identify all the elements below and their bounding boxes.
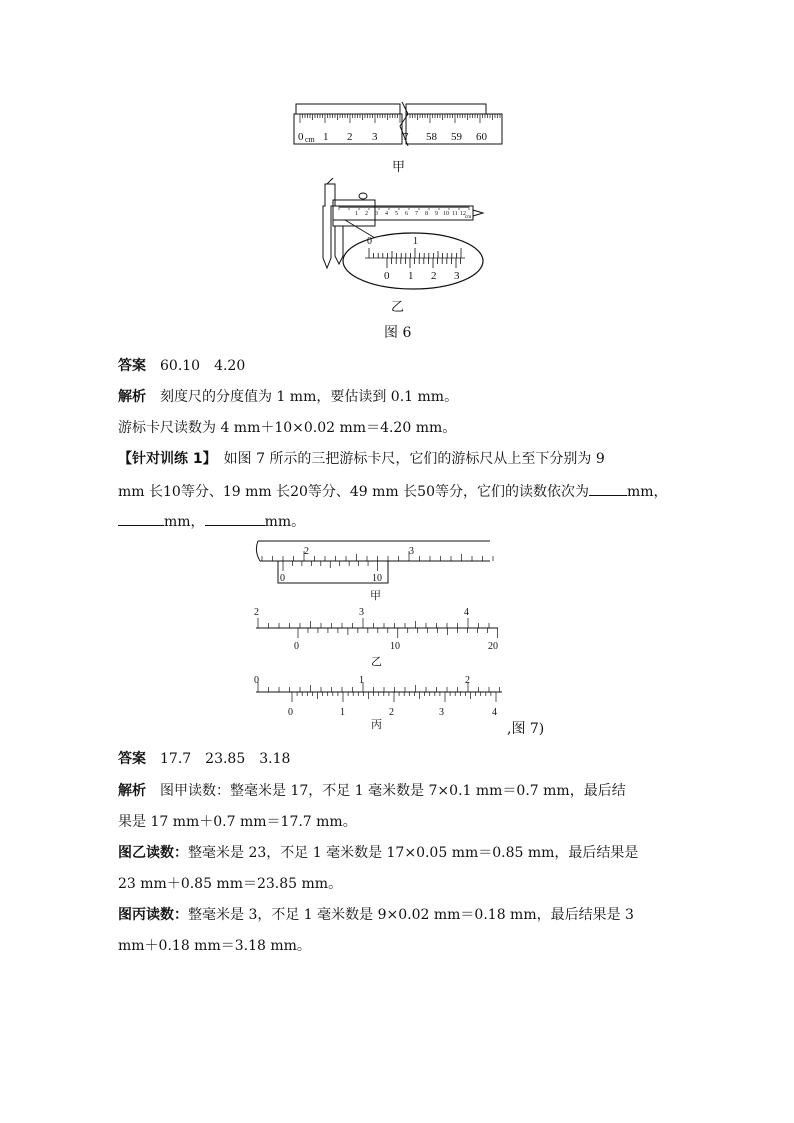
analysis2-line3: 图乙读数：整毫米是 23，不足 1 毫米数是 17×0.05 mm＝0.85 mm，最后结果是 [118,845,639,861]
figure6-caption-jia: 甲 [392,160,406,175]
jia-main-label: 3 [409,546,414,557]
ruler-label: 1 [323,131,329,143]
caliper-label: 6 [405,211,408,217]
analysis2-line4: 23 mm＋0.85 mm＝23.85 mm。 [118,876,343,892]
figure6-ruler [290,100,510,150]
figure6-label: 图 6 [384,325,412,341]
bing-vernier-label: 1 [340,707,345,718]
ruler-label: 58 [426,131,437,143]
training-line3: mm， mm。 [118,511,305,532]
zoom-vernier-label: 3 [454,270,460,282]
figure7-label: ,图 7) [507,721,545,737]
bing-main-label: 1 [359,675,364,686]
figure6-caliper [305,178,495,296]
caliper-label: 4 [385,211,388,217]
caliper-label: 10 [443,211,449,217]
yi-main-label: 2 [254,607,259,618]
answer-blank[interactable] [118,511,164,526]
analysis2-label: 解析 [118,783,146,799]
yi-vernier-label: 10 [390,641,400,652]
ruler-label: 0 [298,131,304,143]
answer-blank[interactable] [589,481,627,496]
caliper-label: 7 [415,211,418,217]
zoom-vernier-label: 1 [408,270,414,282]
analysis2-line2: 果是 17 mm＋0.7 mm＝17.7 mm。 [118,814,357,830]
bing-caption: 丙 [371,719,382,730]
yi-main-label: 3 [359,607,364,618]
analysis2-line6: mm＋0.18 mm＝3.18 mm。 [118,938,311,954]
zoom-vernier-label: 0 [384,270,390,282]
bing-main-label: 0 [254,675,259,686]
answer1-text: 60.10 4.20 [160,358,246,374]
jia-main-label: 2 [304,546,309,557]
answer-blank[interactable] [205,511,265,526]
analysis2-line5: 图丙读数：整毫米是 3，不足 1 毫米数是 9×0.02 mm＝0.18 mm，最后结果是 3 [118,907,634,923]
analysis1-line1 [118,387,458,407]
zoom-vernier-label: 2 [431,270,437,282]
caliper-label: 1 [355,211,358,217]
jia-vernier-label: 0 [280,573,285,584]
jia-caption: 甲 [370,590,381,602]
ruler-label: 7 [403,131,409,143]
zoom-main-label: 1 [413,236,418,247]
answer1-label: 答案 [118,358,146,374]
training-text1: 如图 7 所示的三把游标卡尺，它们的游标尺从上至下分别为 9 [223,451,605,467]
caliper-label: 11 [452,211,458,217]
training-line1 [118,449,605,469]
answer2-label: 答案 [118,751,146,767]
caliper-label: 12 [460,211,466,217]
bing-main-label: 2 [465,675,470,686]
answer1-line [118,356,245,376]
yi-vernier-label: 0 [294,641,299,652]
caliper-label: 2 [365,211,368,217]
ruler-label: 59 [451,131,462,143]
training-text2: mm 长10等分、19 mm 长20等分、49 mm 长50等分，它们的读数依次为 [118,484,589,500]
figure6-caption-yi: 乙 [391,300,405,315]
yi-caption: 乙 [371,656,382,668]
yi-vernier-label: 20 [488,641,498,652]
ruler-label: 3 [372,131,378,143]
answer2-text: 17.7 23.85 3.18 [160,751,291,767]
caliper-label: cm [465,215,472,220]
analysis1-line2: 游标卡尺读数为 4 mm＋10×0.02 mm＝4.20 mm。 [118,420,457,436]
bing-vernier-label: 3 [439,707,444,718]
caliper-label: 5 [395,211,398,217]
training-title: 【针对训练 1】 [118,451,210,467]
jia-vernier-label: 10 [372,573,382,584]
ruler-label: 2 [347,131,353,143]
caliper-label: 9 [435,211,438,217]
bing-vernier-label: 0 [288,707,293,718]
analysis1-text1: 刻度尺的分度值为 1 mm，要估读到 0.1 mm。 [160,389,459,405]
bing-vernier-label: 4 [492,707,497,718]
analysis1-label: 解析 [118,389,146,405]
figure7 [248,535,508,730]
ruler-label: cm [305,135,315,144]
training-line2: mm 长10等分、19 mm 长20等分、49 mm 长50等分，它们的读数依次为 mm， [118,481,668,502]
zoom-main-label: 0 [367,236,372,247]
yi-main-label: 4 [464,607,469,618]
bing-vernier-label: 2 [389,707,394,718]
caliper-label: 3 [375,211,378,217]
ruler-label: 60 [476,131,487,143]
analysis2-line1: 解析 图甲读数：整毫米是 17，不足 1 毫米数是 7×0.1 mm＝0.7 mm，最后结 [118,783,626,799]
answer2-line [118,749,290,769]
caliper-label: 8 [425,211,428,217]
